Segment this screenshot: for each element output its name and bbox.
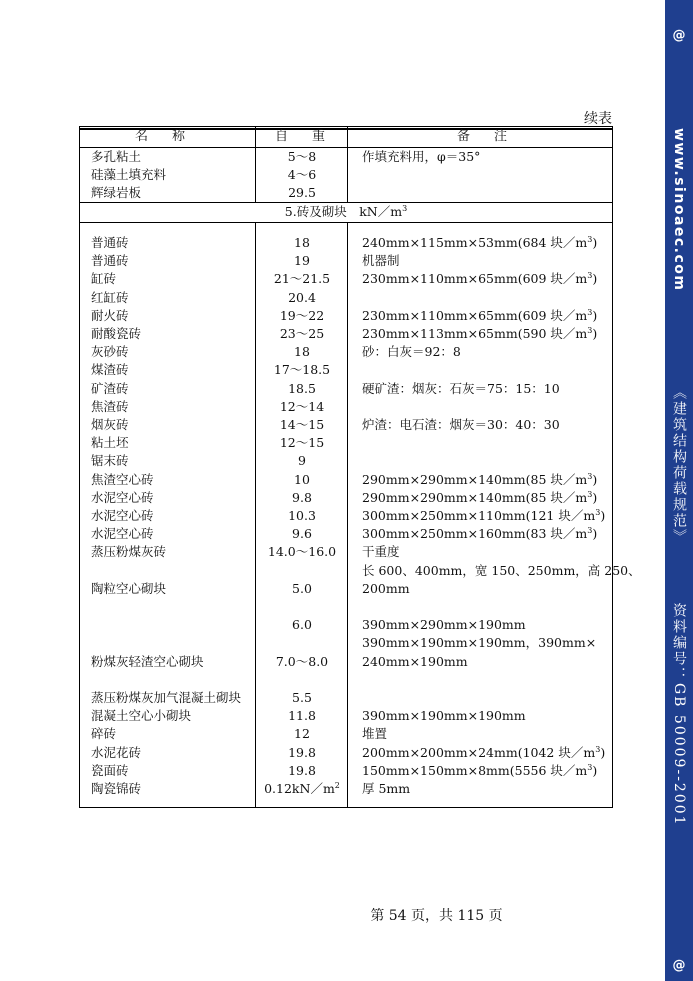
material-name: 陶瓷锦砖: [91, 781, 142, 796]
remark: 290mm×290mm×140mm(85 块$/m^3$): [362, 471, 598, 487]
sidebar-document-code: 资料编号：GB 50009--2001: [671, 603, 687, 827]
unit-weight: 19.8: [288, 744, 316, 760]
remark: 300mm×250mm×160mm(83 块$/m^3$): [362, 526, 598, 542]
remark: 砂：白灰＝92：8: [362, 344, 461, 360]
unit-weight: 10: [294, 471, 310, 487]
unit-weight: 12: [294, 726, 310, 742]
material-name: 锯末砖: [91, 453, 129, 469]
remark: 硬矿渣：烟灰：石灰＝75：15：10: [362, 380, 560, 396]
material-name: 辉绿岩板: [91, 185, 142, 201]
material-name: 煤渣砖: [91, 362, 129, 378]
remark: 390mm×190mm×190mm: [362, 708, 526, 724]
remark: 290mm×290mm×140mm(85 块$/m^3$): [362, 489, 598, 505]
remark: 厚 5mm: [362, 781, 411, 796]
material-name: 蒸压粉煤灰加气混凝土砌块: [91, 690, 242, 705]
remark: 堆置: [362, 726, 388, 742]
unit-weight: 19～22: [279, 307, 325, 323]
material-name: 水泥花砖: [91, 744, 142, 760]
material-name: 多孔粘土: [91, 149, 142, 164]
material-name: 碎砖: [91, 726, 117, 742]
material-name: 粘土坯: [91, 435, 129, 451]
material-name: 硅藻土填充料: [91, 167, 167, 183]
unit-weight: 29.5: [288, 185, 316, 201]
material-name: 焦渣空心砖: [91, 471, 154, 487]
remark: 150mm×150mm×8mm(5556 块$/m^3$): [362, 762, 598, 778]
unit-weight: 5～8: [287, 149, 317, 164]
material-name: 水泥空心砖: [91, 508, 154, 523]
remark: 长 600、400mm，宽 150、250mm，高 250、: [362, 562, 641, 578]
unit-weight: 5.0: [292, 580, 312, 596]
remark: 200mm: [362, 580, 410, 596]
header-note: 备注: [457, 129, 532, 144]
material-name: 混凝土空心小砌块: [91, 708, 192, 724]
remark: 230mm×113mm×65mm(590 块$/m^3$): [362, 325, 598, 341]
unit-weight: 9: [298, 453, 306, 469]
remark: 240mm×115mm×53mm(684 块$/m^3$): [362, 234, 598, 250]
material-name: 缸砖: [91, 271, 117, 287]
unit-weight: 18: [294, 235, 310, 250]
unit-weight: 7.0～8.0: [275, 653, 329, 669]
sidebar-document-title: 《建筑结构荷载规范》: [671, 385, 687, 545]
section-title: 5.砖及砌块 $kN/m^3$: [284, 203, 408, 219]
remark: 炉渣：电石渣：烟灰＝30：40：30: [362, 417, 560, 432]
header-weight: 自重: [275, 129, 350, 144]
page-number: 第 54 页，共 115 页: [370, 908, 503, 924]
material-name: 焦渣砖: [91, 398, 129, 414]
remark: 390mm×190mm×190mm，390mm×: [362, 635, 597, 651]
material-name: 红缸砖: [91, 289, 129, 305]
material-name: 耐酸瓷砖: [91, 326, 142, 341]
unit-weight: 9.6: [292, 526, 312, 542]
unit-weight: 10.3: [288, 508, 316, 523]
material-name: 普通砖: [91, 235, 129, 250]
unit-weight: 18.5: [288, 380, 316, 396]
unit-weight: 14～15: [279, 417, 325, 432]
remark: 300mm×250mm×110mm(121 块$/m^3$): [362, 507, 606, 523]
unit-weight: 19.8: [288, 762, 316, 778]
material-name: 陶粒空心砌块: [91, 580, 167, 596]
unit-weight: 11.8: [288, 708, 316, 724]
material-name: 水泥空心砖: [91, 489, 154, 505]
unit-weight: 20.4: [288, 289, 316, 305]
section-rule-bottom: [79, 222, 613, 223]
table-row: [79, 598, 613, 616]
unit-weight: 12～15: [279, 435, 325, 451]
unit-weight: 17～18.5: [273, 362, 331, 378]
unit-weight: 5.5: [292, 690, 312, 705]
unit-weight: 21～21.5: [273, 271, 331, 287]
sidebar-banner: [665, 0, 693, 981]
sidebar-url: www.sinoaec.com: [671, 128, 687, 292]
material-name: 耐火砖: [91, 307, 129, 323]
header-name: 名称: [135, 129, 210, 144]
remark: 240mm×190mm: [362, 653, 468, 669]
remark: 230mm×110mm×65mm(609 块$/m^3$): [362, 271, 598, 287]
unit-weight: 18: [294, 344, 310, 360]
page-footer: [0, 905, 665, 925]
unit-weight: 4～6: [287, 167, 317, 183]
remark: 390mm×290mm×190mm: [362, 617, 526, 633]
unit-weight: 9.8: [292, 489, 312, 505]
material-name: 普通砖: [91, 253, 129, 269]
unit-weight: 23～25: [279, 326, 325, 341]
material-name: 矿渣砖: [91, 380, 129, 396]
material-name: 蒸压粉煤灰砖: [91, 544, 167, 560]
unit-weight: $0.12kN/m^2$: [264, 780, 340, 796]
material-name: 粉煤灰轻渣空心砌块: [91, 653, 204, 669]
material-name: 瓷面砖: [91, 762, 129, 778]
remark: 230mm×110mm×65mm(609 块$/m^3$): [362, 307, 598, 323]
material-name: 烟灰砖: [91, 417, 129, 432]
remark: 机器制: [362, 253, 400, 269]
at-symbol-bottom: @: [672, 958, 686, 973]
at-symbol-top: @: [672, 28, 686, 43]
unit-weight: 6.0: [292, 617, 312, 633]
remark: 作填充料用，φ＝35°: [362, 149, 481, 164]
remark: 干重度: [362, 544, 400, 560]
unit-weight: 14.0～16.0: [267, 544, 337, 560]
continued-label: 续表: [584, 111, 612, 127]
material-name: 水泥空心砖: [91, 526, 154, 542]
unit-weight: 12～14: [279, 398, 325, 414]
unit-weight: 19: [294, 253, 310, 269]
table-row: [79, 671, 613, 689]
load-table: [79, 126, 641, 808]
material-name: 灰砂砖: [91, 344, 129, 360]
remark: 200mm×200mm×24mm(1042 块$/m^3$): [362, 744, 606, 760]
